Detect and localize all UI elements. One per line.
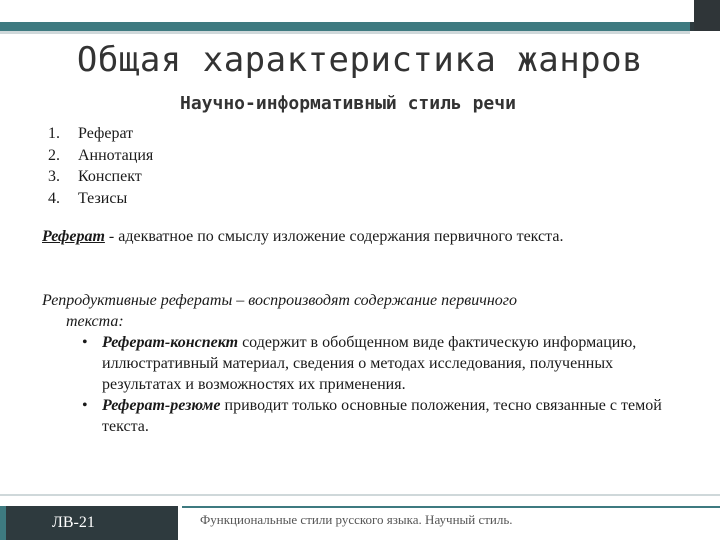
list-item-number: 2.	[48, 146, 60, 164]
bullet-term: Реферат-резюме	[102, 397, 221, 414]
slide-title: Общая характеристика жанров	[76, 40, 644, 80]
list-item-number: 4.	[48, 189, 60, 207]
definition-text: - адекватное по смыслу изложение содержания первичного текста.	[104, 228, 564, 245]
bullet-term: Реферат-конспект	[102, 334, 239, 351]
reproductive-section	[42, 290, 682, 437]
bullet-item	[42, 395, 682, 437]
footer-page-label: ЛВ-21	[52, 514, 95, 531]
bullet-text: содержит в обобщенном виде фактическую информацию, иллюстративный материал, сведения о методах исследования, полученных результатах и возможностях их применения.	[102, 334, 637, 393]
reproductive-lead: Репродуктивные рефераты – воспроизводят содержание первичного	[42, 292, 518, 309]
reproductive-bullets	[42, 332, 682, 437]
footer-caption: Функциональные стили русского языка. Научный стиль.	[200, 512, 513, 527]
list-item-number: 3.	[48, 168, 60, 185]
slide-subtitle: Научно-информативный стиль речи	[180, 93, 516, 114]
list-item-label: Тезисы	[78, 189, 128, 207]
top-decor-light-line	[0, 31, 690, 34]
bullet-dot-icon: •	[82, 334, 88, 351]
list-item	[48, 188, 153, 210]
footer-accent-bar	[182, 506, 720, 508]
list-item	[48, 145, 153, 167]
list-item	[48, 166, 153, 188]
list-item-number: 1.	[48, 125, 60, 142]
list-item-label: Аннотация	[78, 146, 154, 164]
top-decor-corner-block	[694, 0, 720, 31]
top-decor-teal-stripe	[0, 22, 690, 31]
bullet-dot-icon: •	[82, 397, 88, 414]
definition-term: Реферат	[42, 228, 105, 245]
bullet-item	[42, 332, 682, 395]
footer-divider	[0, 494, 720, 496]
reproductive-lead-continued: текста:	[66, 313, 124, 330]
definition-paragraph	[42, 226, 682, 247]
bullet-text: приводит только основные положения, тесно связанные с темой текста.	[102, 397, 662, 435]
footer-left-accent	[0, 506, 6, 540]
list-item-label: Конспект	[78, 168, 142, 185]
list-item-label: Реферат	[78, 125, 134, 142]
list-item	[48, 123, 153, 145]
genre-list	[48, 123, 153, 209]
